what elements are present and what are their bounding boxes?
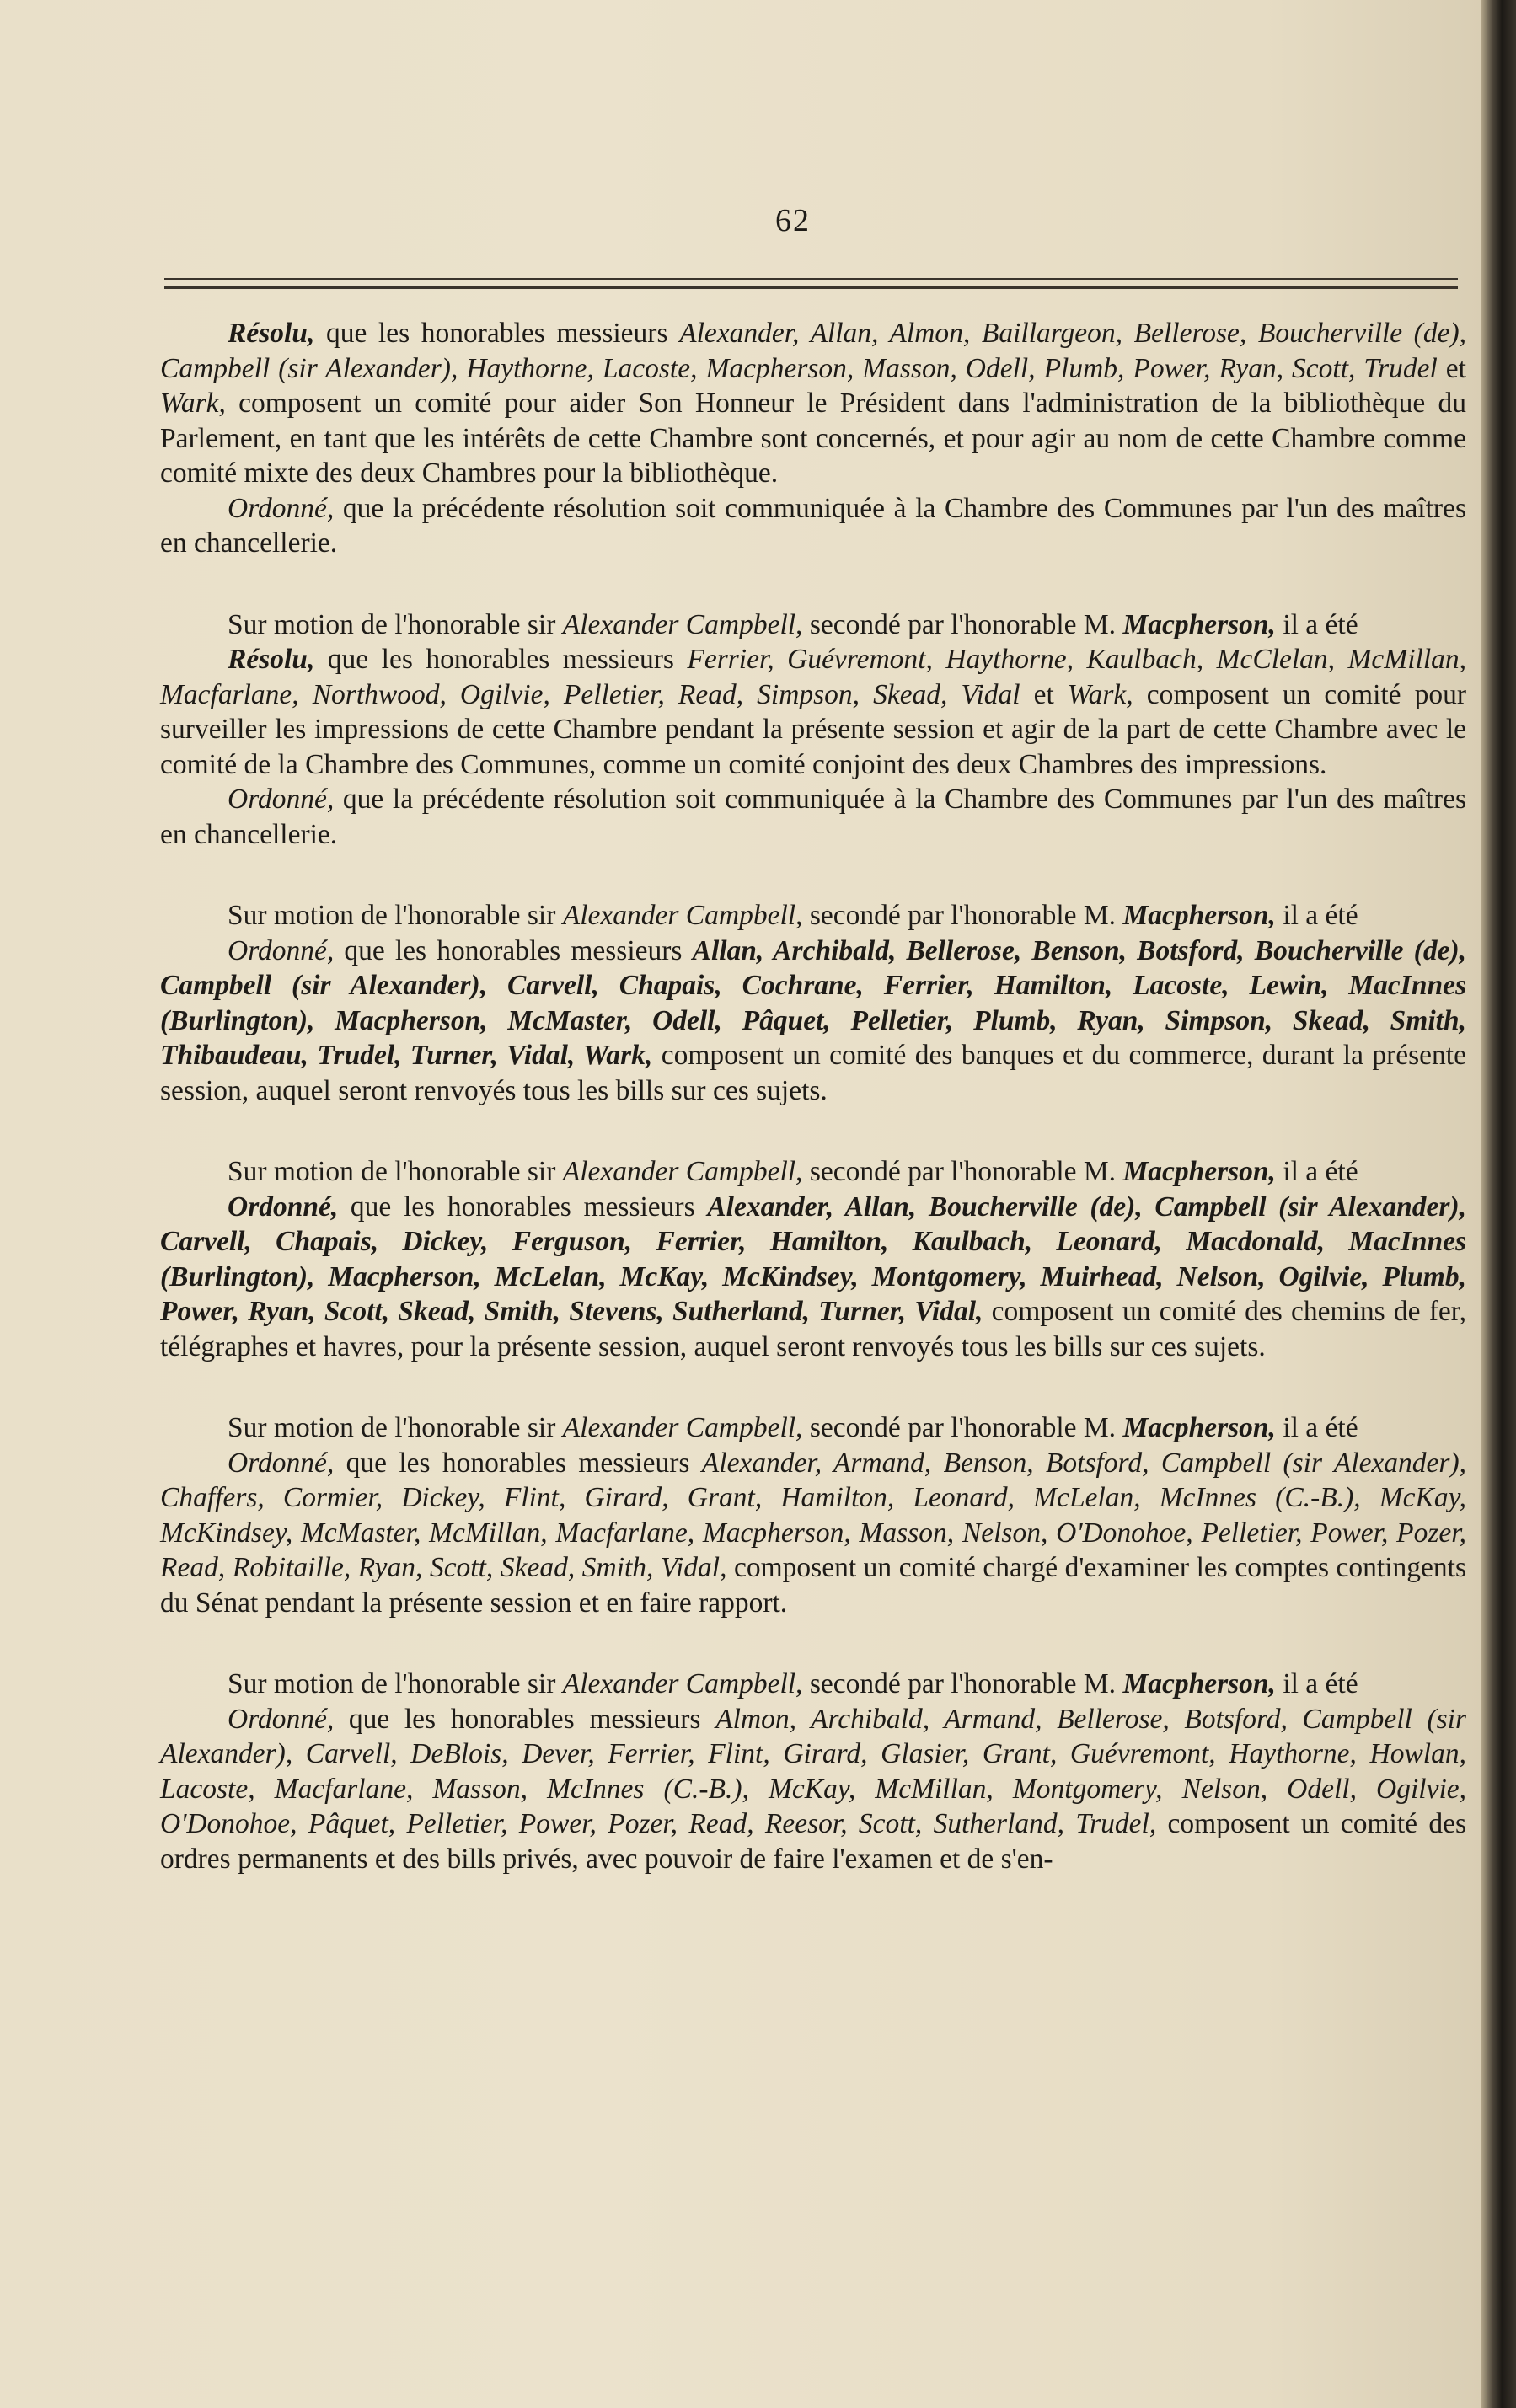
header-rule-bottom [164, 286, 1458, 289]
motion-paragraph: Sur motion de l'honorable sir Alexander Campbell, secondé par l'honorable M. Macpherson, il a été [228, 1668, 1358, 1699]
motion-paragraph: Sur motion de l'honorable sir Alexander Campbell, secondé par l'honorable M. Macpherson, il a été [228, 1412, 1358, 1443]
senator-names: Alexander, Allan, Almon, Baillargeon, Bellerose, Boucherville (de), Campbell (sir Alexander), Haythorne, Lacoste, Macpherson, Masson, Odell, Plumb, Power, Ryan, Scott, Trudel [160, 318, 1466, 384]
order-paragraph: Ordonné, que les honorables messieurs Almon, Archibald, Armand, Bellerose, Botsford, Campbell (sir Alexander), Carvell, DeBlois, Dever, Ferrier, Flint, Girard, Glasier, Grant, Guévremont, Haythorne, Howlan, Lacoste, Macfarlane, Masson, McInnes (C.-B.), McKay, McMillan, Montgomery, Nelson, Odell, Ogilvie, O'Donohoe, Pâquet, Pelletier, Power, Pozer, Read, Reesor, Scott, Sutherland, Trudel, composent un comité des ordres permanents et des bills privés, avec pouvoir de faire l'examen et de s'en- [160, 1703, 1466, 1875]
senator-names: Alexander, Allan, Boucherville (de), Campbell (sir Alexander), Carvell, Chapais, Dickey, Ferguson, Ferrier, Hamilton, Kaulbach, Leonard, Macdonald, MacInnes (Burlington), Macpherson, McLelan, McKay, McKindsey, Montgomery, Muirhead, Nelson, Ogilvie, Plumb, Power, Ryan, Scott, Skead, Smith, Stevens, Sutherland, Turner, Vidal, [160, 1191, 1466, 1327]
senator-names: Alexander, Armand, Benson, Botsford, Campbell (sir Alexander), Chaffers, Cormier, Dickey, Flint, Girard, Grant, Hamilton, Leonard, McLelan, McInnes (C.-B.), McKay, McKindsey, McMaster, McMillan, Macfarlane, Macpherson, Masson, Nelson, O'Donohoe, Pelletier, Power, Pozer, Read, Robitaille, Ryan, Scott, Skead, Smith, Vidal, [160, 1447, 1466, 1583]
seconder-name: Macpherson, [1122, 1156, 1276, 1187]
order-paragraph: Ordonné, que la précédente résolution soit communiquée à la Chambre des Communes par l'un des maîtres en chancellerie. [160, 492, 1466, 559]
resolution-paragraph: Résolu, que les honorables messieurs Ferrier, Guévremont, Haythorne, Kaulbach, McClelan, McMillan, Macfarlane, Northwood, Ogilvie, Pelletier, Read, Simpson, Skead, Vidal et Wark, composent un comité pour surveiller les impressions de cette Chambre pendant la présente session et agir de la part de cette Chambre avec le comité de la Chambre des Communes, comme un comité conjoint des deux Chambres des impressions. [160, 644, 1466, 780]
motion-paragraph: Sur motion de l'honorable sir Alexander Campbell, secondé par l'honorable M. Macpherson, il a été [228, 1156, 1358, 1187]
book-binding-edge [1481, 0, 1516, 2408]
order-paragraph: Ordonné, que la précédente résolution soit communiquée à la Chambre des Communes par l'un des maîtres en chancellerie. [160, 784, 1466, 850]
seconder-name: Macpherson, [1122, 608, 1276, 640]
resolution-paragraph: Résolu, que les honorables messieurs Alexander, Allan, Almon, Baillargeon, Bellerose, Boucherville (de), Campbell (sir Alexander), Haythorne, Lacoste, Macpherson, Masson, Odell, Plumb, Power, Ryan, Scott, Trudel et Wark, composent un comité pour aider Son Honneur le Président dans l'administration de la bibliothèque du Parlement, en tant que les intérêts de cette Chambre sont concernés, et pour agir au nom de cette Chambre comme comité mixte des deux Chambres pour la bibliothèque. [160, 318, 1466, 489]
mover-name: Alexander Campbell, [562, 900, 803, 931]
order-paragraph: Ordonné, que les honorables messieurs Alexander, Allan, Boucherville (de), Campbell (sir Alexander), Carvell, Chapais, Dickey, Ferguson, Ferrier, Hamilton, Kaulbach, Leonard, Macdonald, MacInnes (Burlington), Macpherson, McLelan, McKay, McKindsey, Montgomery, Muirhead, Nelson, Ogilvie, Plumb, Power, Ryan, Scott, Skead, Smith, Stevens, Sutherland, Turner, Vidal, composent un comité des chemins de fer, télégraphes et havres, pour la présente session, auquel seront renvoyés tous les bills sur ces sujets. [160, 1191, 1466, 1362]
mover-name: Alexander Campbell, [562, 1412, 803, 1443]
order-paragraph: Ordonné, que les honorables messieurs Alexander, Armand, Benson, Botsford, Campbell (sir Alexander), Chaffers, Cormier, Dickey, Flint, Girard, Grant, Hamilton, Leonard, McLelan, McInnes (C.-B.), McKay, McKindsey, McMaster, McMillan, Macfarlane, Macpherson, Masson, Nelson, O'Donohoe, Pelletier, Power, Pozer, Read, Robitaille, Ryan, Scott, Skead, Smith, Vidal, composent un comité chargé d'examiner les comptes contingents du Sénat pendant la présente session et en faire rapport. [160, 1447, 1466, 1619]
order-paragraph: Ordonné, que les honorables messieurs Allan, Archibald, Bellerose, Benson, Botsford, Boucherville (de), Campbell (sir Alexander), Carvell, Chapais, Cochrane, Ferrier, Hamilton, Lacoste, Lewin, MacInnes (Burlington), Macpherson, McMaster, Odell, Pâquet, Pelletier, Plumb, Ryan, Simpson, Skead, Smith, Thibaudeau, Trudel, Turner, Vidal, Wark, composent un comité des banques et du commerce, durant la présente session, auquel seront renvoyés tous les bills sur ces sujets. [160, 934, 1466, 1106]
page-number: 62 [775, 203, 811, 238]
senator-names: Allan, Archibald, Bellerose, Benson, Botsford, Boucherville (de), Campbell (sir Alexander), Carvell, Chapais, Cochrane, Ferrier, Hamilton, Lacoste, Lewin, MacInnes (Burlington), Macpherson, McMaster, Odell, Pâquet, Pelletier, Plumb, Ryan, Simpson, Skead, Smith, Thibaudeau, Trudel, Turner, Vidal, Wark, [160, 934, 1466, 1071]
header-rule-top [164, 278, 1458, 280]
senator-names: Almon, Archibald, Armand, Bellerose, Botsford, Campbell (sir Alexander), Carvell, DeBlois, Dever, Ferrier, Flint, Girard, Glasier, Grant, Guévremont, Haythorne, Howlan, Lacoste, Macfarlane, Masson, McInnes (C.-B.), McKay, McMillan, Montgomery, Nelson, Odell, Ogilvie, O'Donohoe, Pâquet, Pelletier, Power, Pozer, Read, Reesor, Scott, Sutherland, Trudel, [160, 1703, 1466, 1839]
motion-paragraph: Sur motion de l'honorable sir Alexander Campbell, secondé par l'honorable M. Macpherson, il a été [228, 608, 1358, 640]
seconder-name: Macpherson, [1122, 900, 1276, 931]
seconder-name: Macpherson, [1122, 1668, 1276, 1699]
mover-name: Alexander Campbell, [562, 608, 803, 640]
senator-names: Ferrier, Guévremont, Haythorne, Kaulbach, McClelan, McMillan, Macfarlane, Northwood, Ogilvie, Pelletier, Read, Simpson, Skead, Vidal [160, 644, 1466, 710]
mover-name: Alexander Campbell, [562, 1156, 803, 1187]
seconder-name: Macpherson, [1122, 1412, 1276, 1443]
page-body [160, 316, 1466, 1876]
motion-paragraph: Sur motion de l'honorable sir Alexander Campbell, secondé par l'honorable M. Macpherson, il a été [228, 900, 1358, 931]
mover-name: Alexander Campbell, [562, 1668, 803, 1699]
